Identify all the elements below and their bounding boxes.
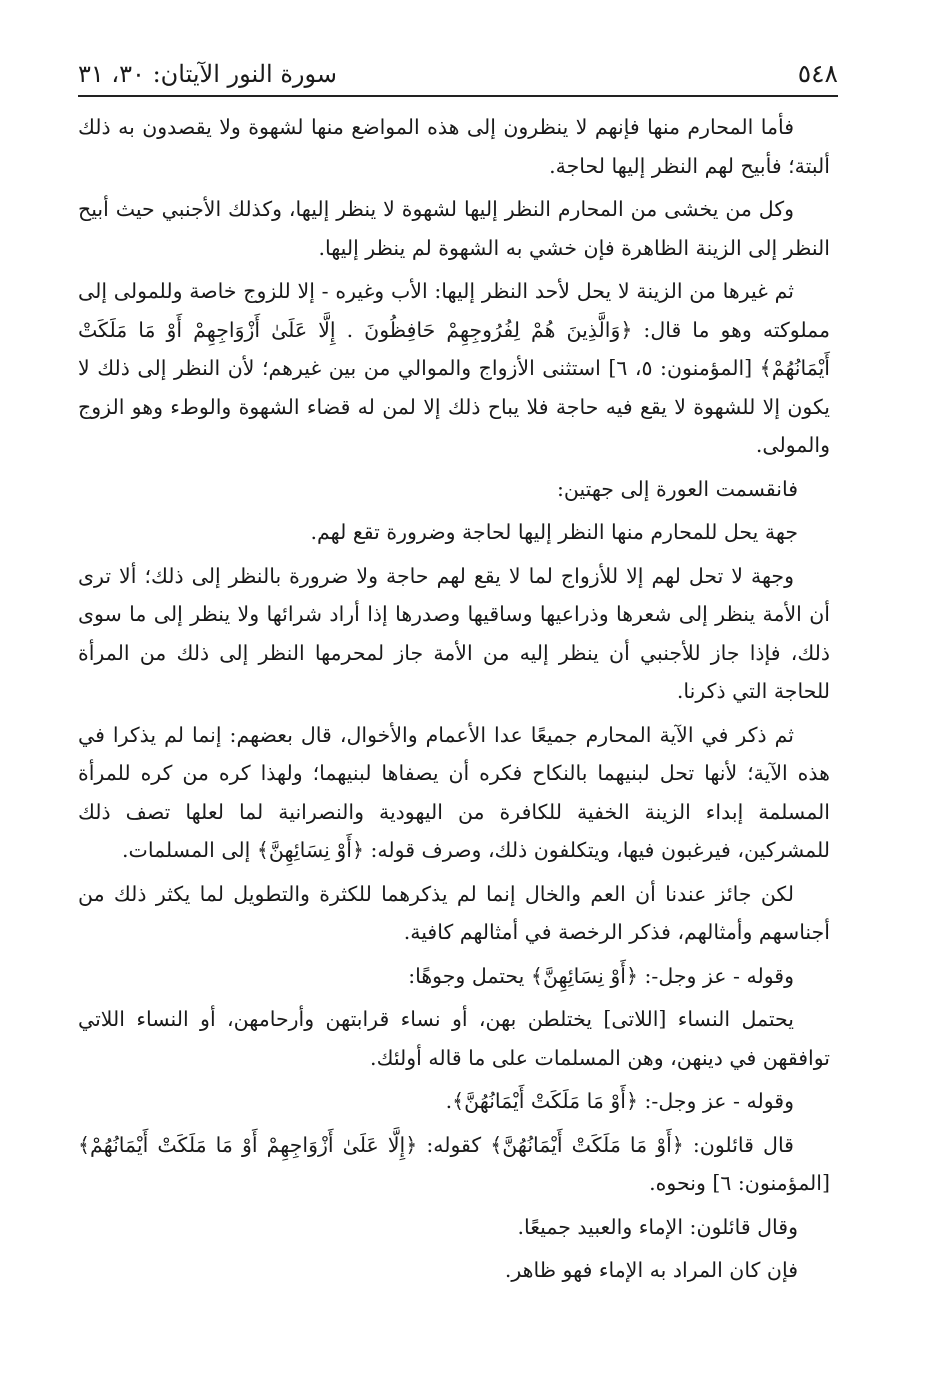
paragraph-5: جهة يحل للمحارم منها النظر إليها لحاجة وضرورة تقع لهم. [310, 520, 798, 544]
paragraph-9: وقوله - عز وجل-: ﴿أَوْ نِسَائِهِنَّ﴾ يحتمل وجوهًا: [408, 963, 794, 988]
paragraph-14: فإن كان المراد به الإماء فهو ظاهر. [504, 1258, 798, 1282]
header-rule [78, 95, 838, 97]
page-header [78, 58, 838, 92]
paragraph-3: ثم غيرها من الزينة لا يحل لأحد النظر إليها: الأب وغيره - إلا للزوج خاصة وللمولى إلى مملوكته وهو ما قال: ﴿وَالَّذِينَ هُمْ لِفُرُوجِهِمْ حَافِظُونَ . إِلَّا عَلَىٰ أَزْوَاجِهِمْ أَوْ مَا مَلَكَتْ أَيْمَانُهُمْ﴾ [المؤمنون: ٥، ٦] استثنى الأزواج والموالي من بين غيرهم؛ لأن النظر إلى ذلك لا يكون إلا للشهوة لا يقع فيه حاجة فلا يباح ذلك إلا لمن له قضاء الشهوة والوطء وهو الزوج والمولى. [78, 279, 830, 457]
paragraph-10: يحتمل النساء [اللاتى] يختلطن بهن، أو نساء قرابتهن وأرحامهن، أو النساء اللاتي توافقهن في دينهن، وهن المسلمات على ما قاله أولئك. [78, 1007, 830, 1070]
page-number: ٥٤٨ [797, 59, 838, 88]
paragraph-13: وقال قائلون: الإماء والعبيد جميعًا. [517, 1214, 798, 1239]
paragraph-1: فأما المحارم منها فإنهم لا ينظرون إلى هذه المواضع منها لشهوة ولا يقصدون به ذلك ألبتة؛ فأبيح لهم النظر إليها لحاجة. [78, 115, 830, 178]
paragraph-6: وجهة لا تحل لهم إلا للأزواج لما لا يقع لهم حاجة ولا ضرورة بالنظر إلى ذلك؛ ألا ترى أن الأمة ينظر إلى شعرها وذراعيها وساقيها وصدرها إذا أراد شرائها ولا ينظر إلى ما سوى ذلك، فإذا جاز للأجنبي أن ينظر إليه من الأمة جاز لمحرمها النظر إلى ذلك من المرأة للحاجة التي ذكرنا. [78, 563, 830, 703]
paragraph-8: لكن جائز عندنا أن العم والخال إنما لم يذكرهما للكثرة والتطويل لما يكثر ذلك من أجناسهم وأمثالهم، فذكر الرخصة في أمثالهم كافية. [78, 881, 830, 944]
page-body [78, 108, 830, 1295]
paragraph-12: قال قائلون: ﴿أَوْ مَا مَلَكَتْ أَيْمَانُهُنَّ﴾ كقوله: ﴿إِلَّا عَلَىٰ أَزْوَاجِهِمْ أَوْ مَا مَلَكَتْ أَيْمَانُهُمْ﴾ [المؤمنون: ٦] ونحوه. [78, 1132, 830, 1195]
running-title: سورة النور الآيتان: ٣٠، ٣١ [78, 60, 338, 88]
paragraph-4: فانقسمت العورة إلى جهتين: [556, 476, 798, 501]
paragraph-7: ثم ذكر في الآية المحارم جميعًا عدا الأعمام والأخوال، قال بعضهم: إنما لم يذكرا في هذه الآية؛ لأنها تحل لبنيهما بالنكاح فكره أن يصفاها لبنيهما؛ ولهذا كره من كره للمرأة المسلمة إبداء الزينة الخفية للكافرة من اليهودية والنصرانية لما لعلها تصف ذلك للمشركين، فيرغبون فيها، ويتكلفون ذلك، وصرف قوله: ﴿أَوْ نِسَائِهِنَّ﴾ إلى المسلمات. [78, 722, 830, 862]
paragraph-2: وكل من يخشى من المحارم النظر إليها لشهوة لا ينظر إليها، وكذلك الأجنبي حيث أبيح النظر إلى الزينة الظاهرة فإن خشي به الشهوة لم ينظر إليها. [78, 197, 830, 260]
paragraph-11: وقوله - عز وجل-: ﴿أَوْ مَا مَلَكَتْ أَيْمَانُهُنَّ﴾. [445, 1089, 794, 1113]
